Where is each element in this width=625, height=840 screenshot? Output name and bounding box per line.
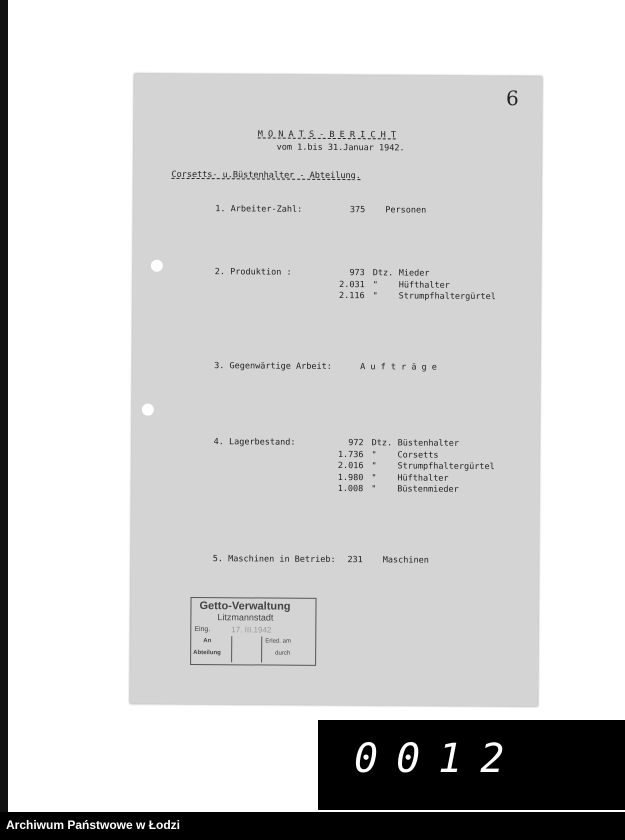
row-qty: 375 xyxy=(349,205,366,216)
frame-counter xyxy=(318,720,625,810)
row-unit: " xyxy=(371,484,377,495)
row-item: Mieder xyxy=(398,268,430,279)
row-item: Büstenmieder xyxy=(397,484,459,495)
row-qty: 972 xyxy=(348,438,364,449)
row-unit: Dtz. xyxy=(372,268,394,279)
row-qty: 2.031 xyxy=(339,279,365,290)
row-qty: 1.736 xyxy=(337,449,364,460)
punch-hole xyxy=(142,404,154,416)
row-unit: " xyxy=(371,449,377,460)
department: Corsetts- u.Büstenhalter - Abteilung. xyxy=(171,169,361,182)
stamp-abteilung: Abteilung xyxy=(193,650,221,657)
stamp-line1: Getto-Verwaltung xyxy=(199,600,291,613)
report-title: M O N A T S - B E R I C H T xyxy=(257,129,396,141)
row-qty: 1.980 xyxy=(337,472,364,483)
row-item: A u f t r ä g e xyxy=(360,362,437,373)
row-item: Hüfthalter xyxy=(398,279,450,291)
row-qty: 973 xyxy=(349,268,365,279)
row-qty: 2.116 xyxy=(339,291,365,302)
section-label: 2. Produktion : xyxy=(214,267,292,278)
row-item: Strumpfhaltergürtel xyxy=(397,461,495,473)
row-unit: " xyxy=(372,279,378,290)
row-item: Strumpfhaltergürtel xyxy=(398,291,496,303)
row-item: Corsetts xyxy=(397,449,439,461)
section-label: 1. Arbeiter-Zahl: xyxy=(215,204,303,215)
row-qty: 231 xyxy=(347,555,363,566)
row-item: Büstenhalter xyxy=(397,438,460,449)
report-period: vom 1.bis 31.Januar 1942. xyxy=(276,142,405,154)
stamp-date: 17. III.1942 xyxy=(231,625,272,635)
film-edge xyxy=(0,0,8,812)
row-item: Maschinen xyxy=(382,555,429,566)
section-label: 5. Maschinen in Betrieb: xyxy=(212,554,336,566)
row-item: Hüfthalter xyxy=(397,472,449,484)
stamp-line2: Litzmannstadt xyxy=(217,612,274,623)
page-number: 6 xyxy=(505,86,519,111)
document-page xyxy=(130,74,542,707)
row-qty: 1.008 xyxy=(337,484,364,495)
row-unit: " xyxy=(372,291,378,302)
row-unit: " xyxy=(371,461,377,472)
section-label: 4. Lagerbestand: xyxy=(213,437,296,448)
archive-footer xyxy=(0,812,625,840)
punch-hole xyxy=(151,260,163,272)
stamp-eing: Eing. xyxy=(194,626,211,634)
frame-number: 0012 xyxy=(354,736,523,782)
archive-name: Archiwum Państwowe w Łodzi xyxy=(6,818,181,832)
row-qty: 2.016 xyxy=(337,461,364,472)
stamp-erled: Erled. am xyxy=(265,638,291,645)
received-stamp xyxy=(190,597,316,666)
row-item: Personen xyxy=(385,205,427,216)
stamp-durch: durch xyxy=(275,650,291,657)
row-unit: Dtz. xyxy=(371,438,393,449)
stamp-an: An xyxy=(203,638,212,645)
section-label: 3. Gegenwärtige Arbeit: xyxy=(214,361,332,372)
row-unit: " xyxy=(371,472,377,483)
